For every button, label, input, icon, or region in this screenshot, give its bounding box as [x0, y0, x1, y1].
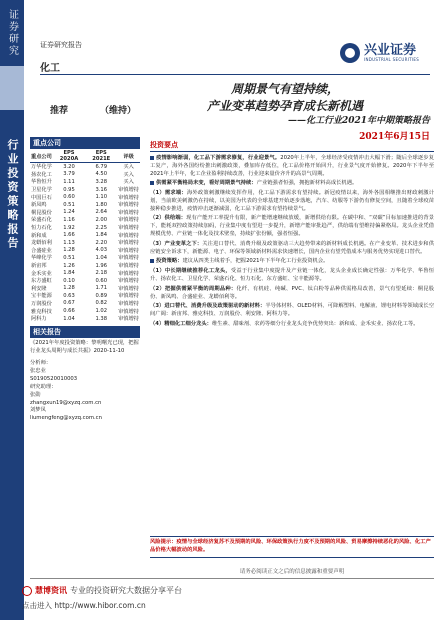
- stock-name: 阿科力: [31, 316, 47, 323]
- analyst-line: 张忠业: [30, 367, 46, 374]
- stock-eps: 2.00: [95, 216, 108, 223]
- stock-eps: 4.50: [95, 171, 108, 178]
- report-date: 2021年6月15日: [359, 132, 430, 142]
- logo-subtext: INDUSTRIAL SECURITIES: [364, 57, 420, 62]
- table-row: [30, 216, 140, 224]
- report-title-line1: 周期景气有望持续，: [230, 82, 339, 96]
- highlight-paragraph: [150, 286, 434, 302]
- paragraph-lead: （4）精细化工细分龙头：: [150, 320, 212, 327]
- stock-name: 雅克科技: [31, 308, 52, 315]
- stock-rating: 审慎增持: [118, 202, 139, 209]
- table-row: [30, 209, 140, 217]
- stock-rating: 审慎增持: [118, 300, 139, 307]
- stock-eps: 1.11: [63, 178, 75, 185]
- stock-eps: 0.60: [63, 194, 75, 201]
- paragraph-body: 2020年上半年，全球经济受疫情冲击大幅下滑；随后全球逐步复工复产，海外各国纷纷推出刺激政策，叠加库存低位，化工品价格开始回升，行业景气度开始修复。2020年下半年至2021年上半年，化工企业盈利持续改善，行业迎来量价齐升的高景气周期。: [150, 155, 434, 177]
- table-row: [30, 254, 140, 262]
- watermark-tagline: 专业的投资研究大数据分享平台: [70, 586, 182, 595]
- stock-eps: 0.60: [95, 277, 108, 284]
- stock-eps: 0.95: [63, 186, 75, 193]
- stock-name: 恒力石化: [31, 225, 52, 232]
- paragraph-body: 建议从四类主线着手，把握2021年下半年化工行业投资机会。: [182, 258, 329, 265]
- paragraph-body: 产业链强者恒强，拥抱新材料高成长机遇。: [256, 180, 358, 187]
- stock-rating: 审慎增持: [118, 247, 139, 254]
- stock-eps: 1.28: [63, 285, 75, 292]
- report-sector: 化工: [40, 63, 60, 74]
- stock-rating: 买入: [123, 179, 134, 186]
- stock-eps: 2.64: [95, 209, 108, 216]
- table-row: [30, 163, 140, 171]
- table-row: [30, 292, 140, 300]
- analyst-line: 张勋: [30, 391, 41, 398]
- stock-eps: 0.51: [63, 254, 75, 261]
- band-light: [0, 66, 24, 110]
- table-row: [30, 178, 140, 186]
- sidebar: [30, 137, 140, 423]
- risk-warning: 风险提示：疫情与全球经济复苏不及预期的风险、环保政策执行力度不及预期的风险、贸易摩擦持续恶化的风险、化工产品价格大幅波动的风险。: [150, 536, 434, 558]
- stock-name: 东方盛虹: [31, 278, 52, 285]
- footer-divider: [30, 578, 434, 579]
- stock-eps: 4.03: [95, 247, 108, 254]
- stock-rating: 审慎增持: [118, 209, 139, 216]
- paragraph-lead: 供需紧平衡格局未变，看好周期景气持续：: [156, 180, 257, 187]
- investment-highlights-title: 投资要点: [150, 140, 434, 152]
- paragraph-body: 化纤、有机硅、纯碱、PVC、钛白粉等品种供需格局改善，景气有望延续：桐昆股份、新凤鸣、合盛硅业、龙蟒佰利等。: [150, 285, 434, 300]
- rating-label: 推荐: [50, 106, 69, 116]
- table-row: [30, 285, 140, 293]
- stock-eps: 0.10: [63, 277, 75, 284]
- stock-rating: 审慎增持: [118, 217, 139, 224]
- table-row: [30, 307, 140, 315]
- stock-rating: 审慎增持: [118, 255, 139, 262]
- brand-logo: [340, 40, 432, 66]
- stock-name: 新宙邦: [31, 263, 47, 270]
- highlight-paragraph: [150, 321, 434, 329]
- band-top-label: 证券研究: [0, 0, 24, 66]
- highlight-paragraph: [150, 303, 434, 319]
- stocks-section-title: 重点公司: [30, 137, 140, 149]
- stock-eps: 3.20: [63, 163, 75, 170]
- report-title-line2: 产业变革趋势孕育成长新机遇: [206, 99, 363, 113]
- table-row: [30, 224, 140, 232]
- stock-eps: 3.28: [95, 178, 108, 185]
- stock-rating: 买入: [123, 164, 134, 171]
- highlight-paragraph: [150, 241, 434, 257]
- paragraph-body: 海外政策刺激继续发挥作用，化工品下游需求有望持续。新冠疫情以来，海外各国相继推出财政刺激计划，当前欧美刺激仍在持续，以美国为代表的全球基建开始逐步落地，汽车、纺服等下游仍有修复空间，且随着全球疫苗接种稳步推进，疫情冲击逐渐减弱，化工品下游需求有望持续景气。: [150, 190, 435, 212]
- col-header: EPS 2020A: [53, 150, 85, 163]
- stock-eps: 1.84: [63, 270, 75, 277]
- paragraph-lead: （1）中长期继续推荐化工龙头，: [150, 268, 231, 275]
- report-series: 证券研究报告: [40, 41, 82, 49]
- disclaimer-note: 请务必阅读正文之后的信息披露和重要声明: [239, 569, 345, 575]
- highlight-paragraph: [150, 268, 434, 284]
- stock-name: 扬农化工: [31, 171, 52, 178]
- stock-eps: 1.38: [95, 315, 108, 322]
- stock-eps: 1.02: [95, 308, 108, 315]
- stock-rating: 审慎增持: [118, 278, 139, 285]
- paragraph-body: 现有产能开工率提升有限，新产能增速继续放缓，新增供给有限。在碳中和、“双碳”目标加速推进的背景下，能耗双控政策持续加码，行业集中度有望进一步提升，新增产能审批趋严，供给端有望维持偏紧格局。龙头企业凭借规模优势、产业链一体化及技术壁垒，持续扩张份额，强者恒强。: [150, 215, 434, 238]
- analyst-line: zhangxun19@xyzq.com.cn: [30, 399, 102, 406]
- related-report[interactable]: 《2021年年度投资策略：黎明曙光已现，把握行业龙头周期与成长共振》2020-11-10: [30, 340, 139, 355]
- bullet-icon: [150, 181, 154, 185]
- stock-name: 中国巨石: [31, 194, 52, 201]
- stock-eps: 0.66: [63, 308, 75, 315]
- stock-eps: 1.66: [63, 232, 75, 239]
- stocks-table: [30, 150, 140, 322]
- stock-name: 宝丰能源: [31, 293, 52, 300]
- stock-eps: 3.16: [95, 186, 108, 193]
- stock-eps: 1.71: [95, 285, 108, 292]
- stock-rating: 审慎增持: [118, 316, 139, 323]
- stock-rating: 审慎增持: [118, 194, 139, 201]
- stock-eps: 1.04: [95, 254, 108, 261]
- paragraph-lead: （1）需求端：: [150, 190, 187, 197]
- table-row: [30, 193, 140, 201]
- stock-eps: 1.26: [63, 262, 75, 269]
- stock-eps: 1.16: [63, 216, 75, 223]
- stock-rating: 审慎增持: [118, 225, 139, 232]
- stock-rating: 买入: [123, 171, 134, 178]
- main-content: [150, 140, 434, 331]
- stock-eps: 1.04: [63, 315, 75, 322]
- stock-name: 新和成: [31, 232, 47, 239]
- stock-eps: 2.25: [95, 224, 108, 231]
- highlight-paragraph: [150, 258, 434, 266]
- analyst-line: 分析师：: [30, 359, 52, 366]
- highlight-paragraph: [150, 180, 434, 188]
- table-row: [30, 239, 140, 247]
- stock-rating: 审慎增持: [118, 232, 139, 239]
- paragraph-lead: 疫情影响渐弱，化工品下游需求修复，行业迎景气。: [156, 155, 281, 161]
- stock-rating: 审慎增持: [118, 270, 139, 277]
- table-row: [30, 201, 140, 209]
- analyst-line: 研究助理：: [30, 383, 57, 390]
- stock-eps: 0.82: [95, 300, 108, 307]
- stock-eps: 1.84: [95, 232, 108, 239]
- col-header: 重点公司: [30, 150, 53, 163]
- paragraph-lead: （2）把握供需紧平衡的周期品种：: [150, 285, 237, 292]
- highlight-paragraph: [150, 190, 434, 213]
- watermark-brand: [22, 585, 182, 596]
- band-mid-label: 行业投资策略报告: [6, 139, 19, 251]
- related-section-title: 相关报告: [30, 326, 140, 338]
- col-header: 评级: [117, 150, 140, 163]
- stock-eps: 1.10: [95, 194, 108, 201]
- stock-name: 荣盛石化: [31, 217, 52, 224]
- stock-rating: 审慎增持: [118, 285, 139, 292]
- stock-eps: 0.63: [63, 292, 75, 299]
- stock-eps: 2.18: [95, 270, 108, 277]
- paragraph-body: 半导体材料、OLED材料、可降解塑料、电解液、锂电材料等领域成长空间广阔：新宙邦、雅克科技、万润股份、利安隆、阿科力等。: [150, 303, 434, 318]
- stock-rating: 审慎增持: [118, 308, 139, 315]
- table-row: [30, 186, 140, 194]
- logo-icon: [340, 43, 360, 63]
- stock-eps: 0.51: [63, 201, 75, 208]
- highlight-paragraph: [150, 215, 434, 238]
- stock-eps: 1.24: [63, 209, 75, 216]
- logo-text: 兴业证券: [364, 43, 417, 58]
- paragraph-lead: （2）供给端：: [150, 215, 187, 222]
- table-row: [30, 262, 140, 270]
- analyst-line: liumengfeng@xyzq.com.cn: [30, 415, 102, 422]
- col-header: EPS 2021E: [85, 150, 117, 163]
- analyst-line: S0190520010003: [30, 375, 78, 382]
- paragraph-lead: （3）进口替代、消费升级及政策驱动的新材料：: [150, 303, 266, 310]
- stock-eps: 0.89: [95, 292, 108, 299]
- stock-name: 龙蟒佰利: [31, 240, 52, 247]
- stock-eps: 1.96: [95, 262, 108, 269]
- stock-name: 合盛硅业: [31, 247, 52, 254]
- stock-eps: 1.80: [95, 201, 108, 208]
- table-row: [30, 247, 140, 255]
- paragraph-lead: 投资策略：: [156, 258, 183, 265]
- hibor-icon: [22, 586, 32, 596]
- stock-name: 万润股份: [31, 300, 52, 307]
- stock-eps: 1.92: [63, 224, 75, 231]
- stock-rating: 审慎增持: [118, 187, 139, 194]
- stock-name: 利安隆: [31, 285, 47, 292]
- stock-rating: 审慎增持: [118, 293, 139, 300]
- report-subtitle: ——化工行业2021年中期策略报告: [287, 116, 430, 126]
- watermark-brand-name: 慧博资讯: [35, 586, 67, 595]
- stock-name: 华鲁恒升: [31, 179, 52, 186]
- stock-eps: 0.67: [63, 300, 75, 307]
- stock-rating: 审慎增持: [118, 240, 139, 247]
- stock-eps: 3.79: [63, 171, 75, 178]
- stock-eps: 2.20: [95, 239, 108, 246]
- table-row: [30, 315, 140, 323]
- stock-name: 金禾实业: [31, 270, 52, 277]
- paragraph-body: 关注进口替代、消费升级及政策驱动三大趋势带来的新材料成长机遇。在产业变革、技术进步和供应链安全诉求下，新能源、电子、环保等领域新材料需求快速增长，国内企业有望凭借成本与服务优势实现进口替代。: [150, 240, 434, 255]
- rating-hold: （维持）: [100, 106, 137, 116]
- watermark-link[interactable]: 点击进入 http://www.hibor.com.cn: [22, 601, 146, 610]
- header-divider: [40, 74, 430, 75]
- bullet-icon: [150, 259, 154, 263]
- stocks-header-row: [30, 150, 140, 163]
- stock-name: 华峰化学: [31, 255, 52, 262]
- stock-eps: 1.28: [63, 247, 75, 254]
- stock-name: 万华化学: [31, 164, 52, 171]
- stock-rating: 审慎增持: [118, 263, 139, 270]
- paragraph-body: 受益于行业集中度提升及产业链一体化，龙头企业成长确定性强：万华化学、华鲁恒升、扬农化工、卫星化学、荣盛石化、恒力石化、东方盛虹、宝丰能源等。: [150, 268, 435, 282]
- paragraph-body: 维生素、甜味剂、农药等细分行业龙头竞争优势突出：新和成、金禾实业、扬农化工等。: [211, 320, 419, 327]
- bullet-icon: [150, 156, 154, 160]
- table-row: [30, 300, 140, 308]
- table-row: [30, 277, 140, 285]
- paragraph-lead: （3）产业变革之下：: [150, 240, 203, 247]
- table-row: [30, 269, 140, 277]
- highlight-paragraph: [150, 155, 434, 178]
- stock-name: 新凤鸣: [31, 202, 47, 209]
- stock-name: 卫星化学: [31, 187, 52, 194]
- table-row: [30, 171, 140, 179]
- stock-eps: 1.13: [63, 239, 75, 246]
- stock-name: 桐昆股份: [31, 209, 52, 216]
- table-row: [30, 231, 140, 239]
- analyst-block: [30, 360, 140, 424]
- analyst-line: 刘梦凤: [30, 407, 46, 414]
- stock-eps: 6.79: [95, 163, 108, 170]
